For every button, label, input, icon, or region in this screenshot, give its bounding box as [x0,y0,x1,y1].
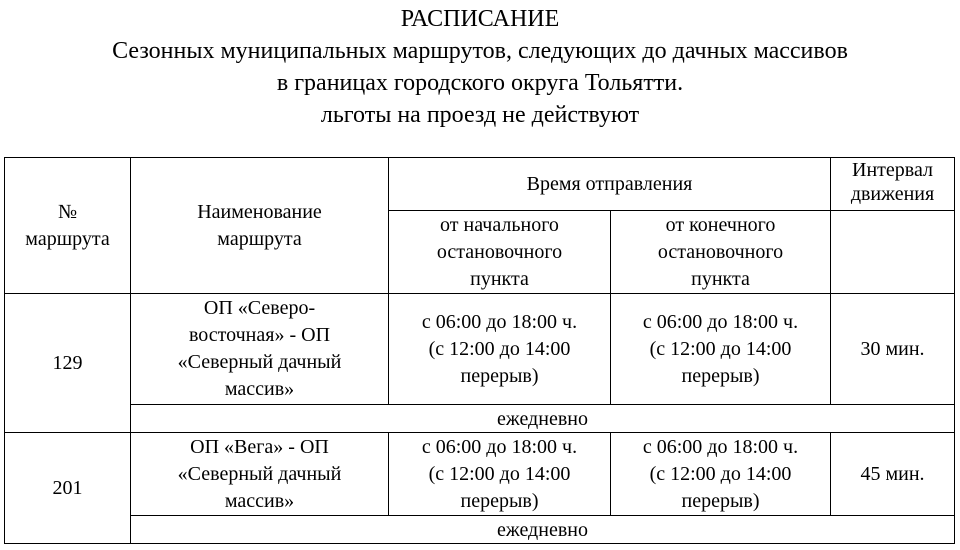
document-header [0,4,960,132]
route-name: ОП «Вега» - ОП «Северный дачный массив» [131,433,389,516]
departure-from-end: с 06:00 до 18:00 ч. (с 12:00 до 14:00 перерыв) [611,294,831,405]
header-row [5,158,955,211]
header-interval: Интервал движения [831,158,955,211]
departure-from-start: с 06:00 до 18:00 ч. (с 12:00 до 14:00 перерыв) [389,433,611,516]
header-departure-time: Время отправления [389,158,831,211]
route-number: 201 [5,433,131,544]
header-from-end: от конечного остановочного пункта [611,211,831,294]
days-row [5,516,955,544]
departure-from-start: с 06:00 до 18:00 ч. (с 12:00 до 14:00 перерыв) [389,294,611,405]
departure-from-end: с 06:00 до 18:00 ч. (с 12:00 до 14:00 перерыв) [611,433,831,516]
route-name: ОП «Северо- восточная» - ОП «Северный дачный массив» [131,294,389,405]
route-interval: 30 мин. [831,294,955,405]
days-row [5,405,955,433]
subtitle-line-1: Сезонных муниципальных маршрутов, следующих до дачных массивов [112,38,848,64]
route-number: 129 [5,294,131,433]
subtitle-line-2: в границах городского округа Тольятти. [276,70,684,96]
route-interval: 45 мин. [831,433,955,516]
table-row [5,294,955,405]
document-title: РАСПИСАНИЕ [400,6,560,32]
schedule-table [4,157,955,544]
operating-days: ежедневно [131,405,955,433]
subtitle-line-3: льготы на проезд не действуют [320,102,640,128]
header-from-start: от начального остановочного пункта [389,211,611,294]
header-route-name: Наименование маршрута [131,158,389,294]
operating-days: ежедневно [131,516,955,544]
table-row [5,433,955,516]
header-interval-empty [831,211,955,294]
header-route-number: № маршрута [5,158,131,294]
